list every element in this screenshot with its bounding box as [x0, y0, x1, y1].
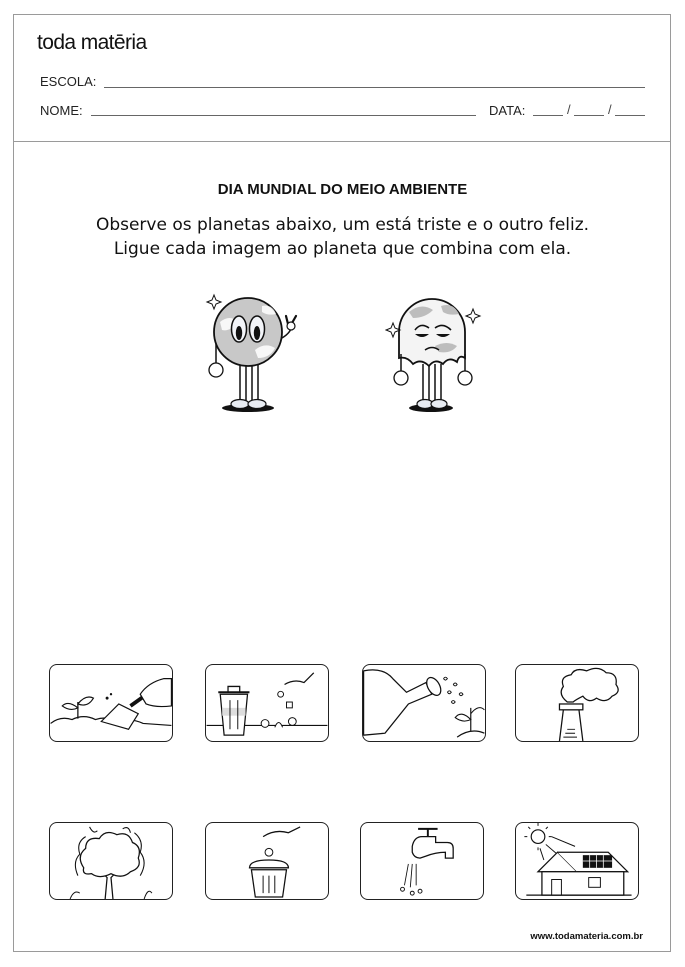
- watering-plant-icon[interactable]: [362, 664, 486, 742]
- sad-planet-icon[interactable]: [385, 292, 485, 414]
- date-month-field[interactable]: [574, 115, 604, 116]
- footer-url[interactable]: www.todamateria.com.br: [530, 931, 643, 942]
- name-field[interactable]: [91, 115, 476, 116]
- instruction-line-2: Ligue cada imagem ao planeta que combina com ela.: [113, 239, 572, 259]
- planting-seedling-icon[interactable]: [49, 664, 173, 742]
- date-label: DATA:: [489, 103, 526, 118]
- name-label: NOME:: [40, 103, 83, 118]
- date-separator: /: [608, 102, 612, 117]
- header-divider: [13, 141, 671, 142]
- school-field[interactable]: [104, 87, 645, 88]
- instruction-line-1: Observe os planetas abaixo, um está triste e o outro feliz.: [95, 215, 590, 235]
- date-year-field[interactable]: [615, 115, 645, 116]
- worksheet-title: DIA MUNDIAL DO MEIO AMBIENTE: [217, 181, 468, 198]
- littering-trash-icon[interactable]: [205, 664, 329, 742]
- happy-planet-icon[interactable]: [200, 292, 310, 414]
- date-day-field[interactable]: [533, 115, 563, 116]
- date-separator: /: [567, 102, 571, 117]
- running-faucet-icon[interactable]: [360, 822, 484, 900]
- factory-smoke-icon[interactable]: [515, 664, 639, 742]
- burning-tree-icon[interactable]: [49, 822, 173, 900]
- school-label: ESCOLA:: [40, 74, 97, 89]
- logo: toda matēria: [37, 31, 147, 54]
- page-frame: [13, 14, 671, 952]
- solar-house-icon[interactable]: [515, 822, 639, 900]
- trash-in-bin-icon[interactable]: [205, 822, 329, 900]
